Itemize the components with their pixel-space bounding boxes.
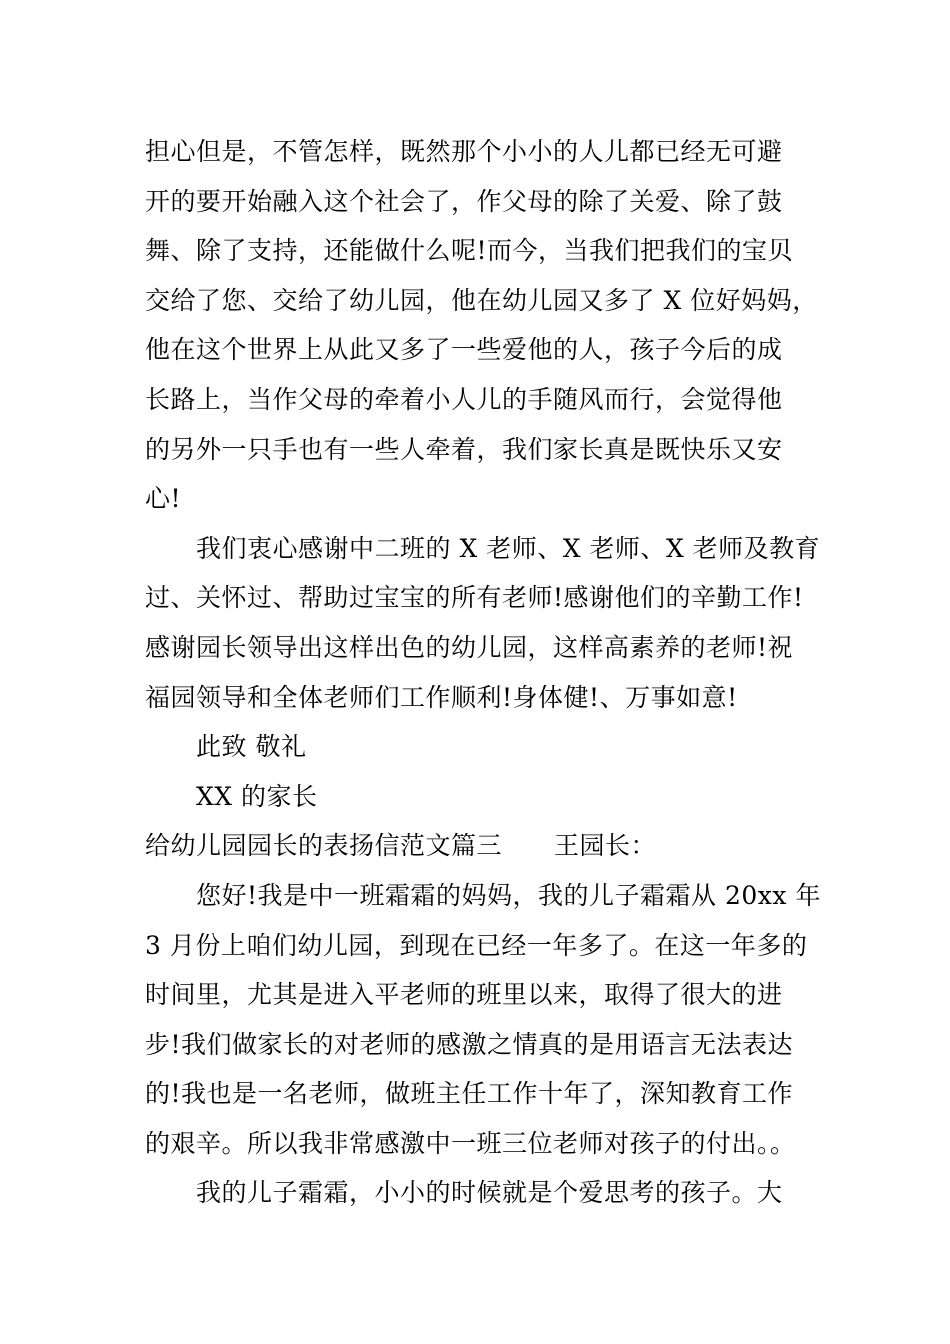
paragraph-line: 舞、除了支持，还能做什么呢!而今，当我们把我们的宝贝 [145,236,794,266]
paragraph-line: 长路上，当作父母的牵着小人儿的手随风而行，会觉得他 [145,384,783,414]
signature-line: XX 的家长 [196,781,318,811]
paragraph-line: 时间里，尤其是进入平老师的班里以来，取得了很大的进 [145,980,783,1010]
paragraph-line: 他在这个世界上从此又多了一些爱他的人，孩子今后的成 [145,335,783,365]
paragraph-line: 心! [145,484,182,514]
paragraph-line: 感谢园长领导出这样出色的幼儿园，这样高素养的老师!祝 [145,632,794,662]
paragraph-line: 您好!我是中一班霜霜的妈妈，我的儿子霜霜从 20xx 年 [196,880,821,910]
section-heading [145,821,810,871]
document-body [145,127,821,1218]
paragraph-line: 过、关怀过、帮助过宝宝的所有老师!感谢他们的辛勤工作! [145,583,804,613]
paragraph-line: 担心但是，不管怎样，既然那个小小的人儿都已经无可避 [145,137,783,166]
heading-salutation: 王园长： [554,831,657,861]
paragraph-line: 福园领导和全体老师们工作顺利!身体健!、万事如意! [145,682,738,712]
paragraph-line: 步!我们做家长的对老师的感激之情真的是用语言无法表达 [145,1029,794,1059]
paragraph-line: 交给了您、交给了幼儿园，他在幼儿园又多了 X 位好妈妈， [145,285,818,315]
paragraph-line: 的!我也是一名老师，做班主任工作十年了，深知教育工作 [145,1079,794,1109]
paragraph-line: 开的要开始融入这个社会了，作父母的除了关爱、除了鼓 [145,186,783,216]
closing-salute: 此致 敬礼 [196,732,307,762]
heading-title: 给幼儿园园长的表扬信范文篇三 [145,831,503,861]
paragraph-line: 的艰辛。所以我非常感激中一班三位老师对孩子的付出。。 [145,1128,796,1158]
paragraph-line: 3 月份上咱们幼儿园，到现在已经一年多了。在这一年多的 [145,930,808,960]
paragraph-line: 我们衷心感谢中二班的 X 老师、X 老师、X 老师及教育 [196,533,821,563]
paragraph-line: 我的儿子霜霜，小小的时候就是个爱思考的孩子。大 [196,1178,783,1208]
paragraph-line: 的另外一只手也有一些人牵着，我们家长真是既快乐又安 [145,434,783,464]
